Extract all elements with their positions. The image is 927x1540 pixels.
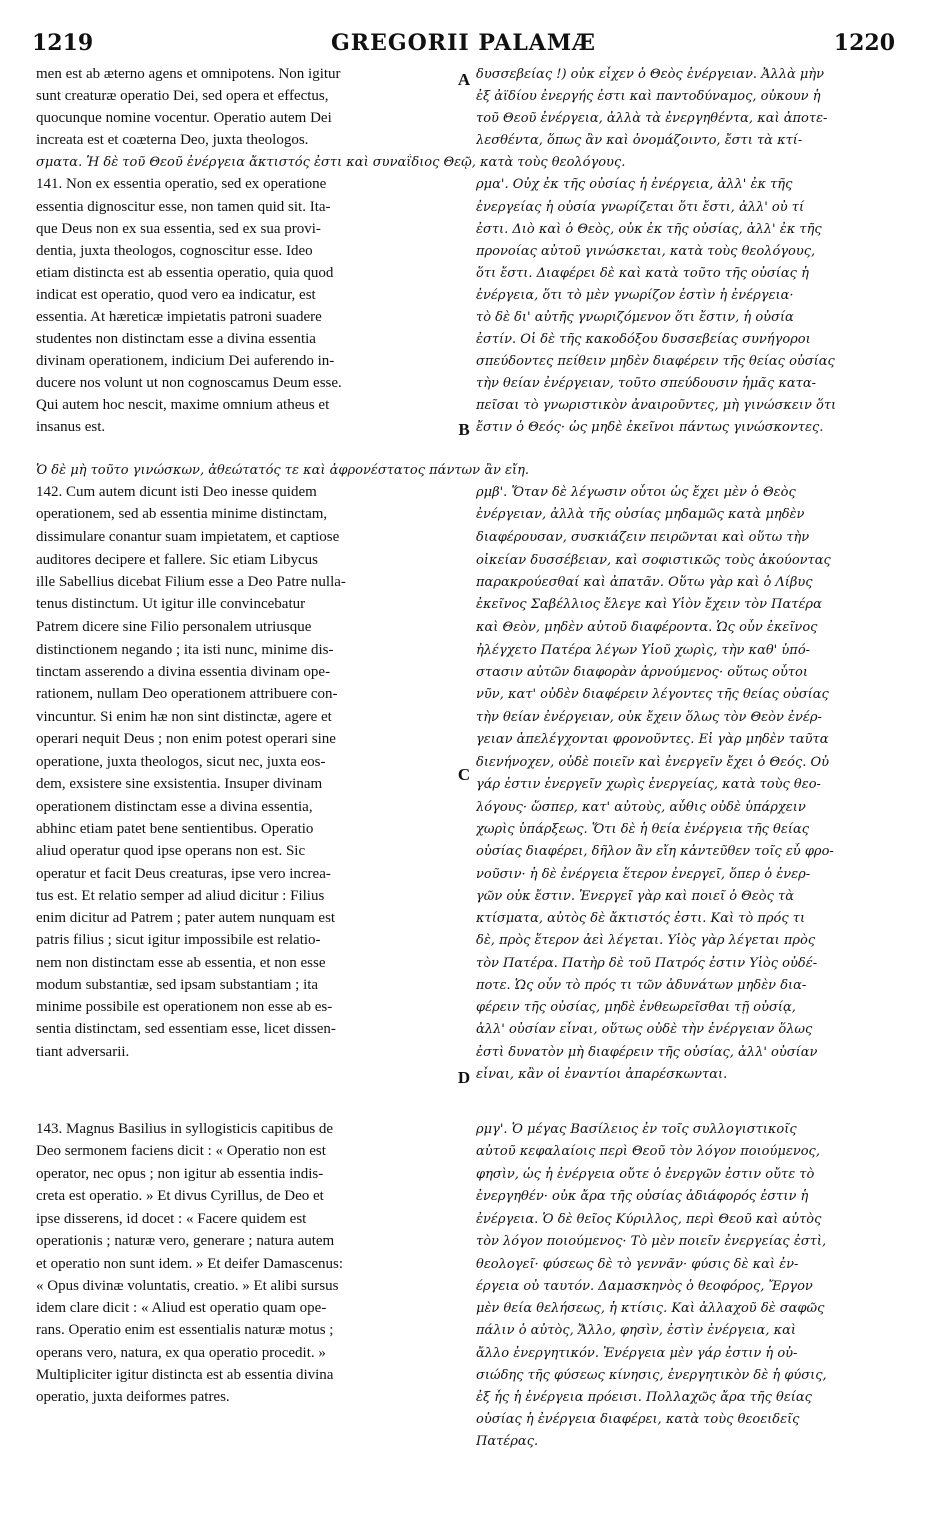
greek-line: τὸν Πατέρα. Πατὴρ δὲ τοῦ Πατρός ἐστιν Υἱὸς οὐδέ-	[476, 956, 818, 971]
greek-line: ρμα'. Οὐχ ἐκ τῆς οὐσίας ἡ ἐνέργεια, ἀλλ' ἐκ τῆς	[476, 177, 793, 192]
latin-line: tenus distinctum. Ut igitur ille convincebatur	[36, 596, 306, 612]
latin-line: aliud operatur quod ipse operans non est. Sic	[36, 843, 306, 859]
greek-line: δὲ, πρὸς ἕτερον ἀεὶ λέγεται. Υἱὸς γὰρ λέγεται πρὸς	[476, 933, 816, 948]
latin-line: dentia, juxta theologos, cognoscitur esse. Ideo	[36, 243, 313, 259]
latin-line: ducere nos volunt ut non cognoscamus Deum esse.	[36, 375, 342, 391]
greek-line: αὐτοῦ κεφαλαίοις περὶ Θεοῦ τὸν λόγον ποιούμενος,	[476, 1144, 820, 1159]
latin-line: que Deus non ex sua essentia, sed ex sua provi-	[36, 221, 321, 237]
left-page-number: 1219	[32, 30, 94, 56]
greek-line: τὸν λόγον ποιούμενος· Τὸ μὲν ποιεῖν ἐνεργείας ἐστὶ,	[476, 1234, 827, 1249]
greek-line: διενήνοχεν, οὐδὲ ποιεῖν καὶ ἐνεργεῖν ἔχει ὁ Θεός. Οὐ	[476, 755, 830, 770]
latin-line: 141. Non ex essentia operatio, sed ex operatione	[36, 176, 327, 192]
greek-line: τὸ δὲ δι' αὐτῆς γνωριζόμενον ὅτι ἔστιν, ἡ οὐσία	[476, 310, 794, 325]
latin-line: increata est et coæterna Deo, juxta theologos.	[36, 132, 309, 148]
spanning-line: σματα. Ἡ δὲ τοῦ Θεοῦ ἐνέργεια ἄκτιστός ἐστι καὶ συναΐδιος Θεῷ, κατὰ τοὺς θεολόγους.	[36, 155, 626, 170]
latin-line: rationem, nullam Deo operationem attribuere con-	[36, 686, 338, 702]
greek-line: μὲν θεία θελήσεως, ἡ κτίσις. Καὶ ἀλλαχοῦ δὲ σαφῶς	[476, 1301, 825, 1316]
greek-line: ἐνέργειαν, ἀλλὰ τῆς οὐσίας μηδαμῶς κατὰ μηδὲν	[476, 507, 805, 522]
greek-line: οὐσίας διαφέρει, δῆλον ἂν εἴη κἀντεῦθεν τοῖς εὖ φρο-	[476, 844, 834, 859]
greek-line: έργεια οὐ ταυτόν. Δαμασκηνὸς ὁ θεοφόρος, Ἔργον	[476, 1279, 813, 1294]
latin-line: creta est operatio. » Et divus Cyrillus, de Deo et	[36, 1188, 324, 1204]
latin-line: operari nequit Deus ; non enim potest operari sine	[36, 731, 336, 747]
greek-line: πάλιν ὁ αὐτὸς, Ἄλλο, φησὶν, ἐστὶν ἐνέργεια, καὶ	[476, 1323, 796, 1338]
greek-line: ἀλλ' οὐσίαν εἶναι, οὕτως οὐδὲ τὴν ἐνέργειαν ὅλως	[476, 1022, 813, 1037]
latin-line: insanus est.	[36, 419, 106, 435]
greek-line: εἶναι, κἂν οἱ ἐναντίοι ἀπαρέσκωνται.	[476, 1067, 728, 1082]
greek-line: καὶ Θεὸν, μηδὲν αὐτοῦ διαφέροντα. Ὡς οὖν ἐκεῖνος	[476, 620, 818, 635]
latin-line: quocunque nomine vocentur. Operatio autem Dei	[36, 110, 332, 126]
greek-line: ἐξ ἀϊδίου ἐνεργής ἐστι καὶ παντοδύναμος, οὐκουν ἡ	[476, 89, 821, 104]
latin-line: 143. Magnus Basilius in syllogisticis capitibus de	[36, 1121, 334, 1137]
spanning-line: Ὁ δὲ μὴ τοῦτο γινώσκων, ἀθεώτατός τε καὶ ἀφρονέστατος πάντων ἂν εἴη.	[36, 463, 530, 478]
latin-line: et operatio non sunt idem. » Et deifer Damascenus:	[36, 1256, 343, 1272]
latin-line: ipse disserens, id docet : « Facere quidem est	[36, 1211, 307, 1227]
greek-line: οὐσίας ἡ ἐνέργεια διαφέρει, κατὰ τοὺς θεοειδεῖς	[476, 1412, 800, 1427]
greek-line: κτίσματα, αὐτὸς δὲ ἄκτιστός ἐστι. Καὶ τὸ πρός τι	[476, 911, 806, 926]
page-header	[0, 30, 927, 60]
greek-line: γῶν οὐκ ἔστιν. Ἐνεργεῖ γὰρ καὶ ποιεῖ ὁ Θεὸς τὰ	[476, 889, 795, 904]
greek-line: νοῦσιν· ἡ δὲ ἐνέργεια ἕτερον ἐνεργεῖ, ὅπερ ὁ ἐνερ-	[476, 867, 811, 882]
greek-line: ρμγ'. Ὁ μέγας Βασίλειος ἐν τοῖς συλλογιστικοῖς	[476, 1122, 797, 1137]
latin-line: sentia distinctam, sed essentiam esse, licet dissen-	[36, 1021, 336, 1037]
greek-line: διαφέρουσαν, συσκιάζειν πειρῶνται καὶ οὕτω τὴν	[476, 530, 810, 545]
latin-line: rans. Operatio enim est essentialis naturæ motus ;	[36, 1322, 334, 1338]
greek-line: λεσθέντα, ὅπως ἂν καὶ ὀνομάζοιντο, ἔστι τὰ κτί-	[476, 133, 803, 148]
latin-line: modum substantiæ, sed ipsam substantiam ; ita	[36, 977, 319, 993]
greek-line: ἐστι. Διὸ καὶ ὁ Θεὸς, οὐκ ἐκ τῆς οὐσίας, ἀλλ' ἐκ τῆς	[476, 222, 822, 237]
greek-line: νῦν, κατ' οὐδὲν διαφέρειν λέγοντες τῆς θείας οὐσίας	[476, 687, 829, 702]
greek-line: σιώδης τῆς φύσεως κίνησις, ἐνεργητικὸν δὲ ἡ φύσις,	[476, 1368, 827, 1383]
latin-line: vincuntur. Si enim hæ non sint distinctæ, agere et	[36, 709, 332, 725]
latin-line: studentes non distinctam esse a divina essentia	[36, 331, 316, 347]
latin-line: dissimulare conantur suam impietatem, et captiose	[36, 529, 340, 545]
latin-line: Qui autem hoc nescit, maxime omnium atheus et	[36, 397, 330, 413]
greek-line: ἐνέργεια. Ὁ δὲ θεῖος Κύριλλος, περὶ Θεοῦ καὶ αὐτὸς	[476, 1212, 822, 1227]
latin-line: operator, nec opus ; non igitur ab essentia indis-	[36, 1166, 324, 1182]
greek-line: τὴν θείαν ἐνέργειαν, οὐκ ἔχειν ὅλως τὸν Θεὸν ἐνέρ-	[476, 710, 822, 725]
latin-line: dem, exsistere sine exsistentia. Insuper divinam	[36, 776, 323, 792]
column-marker: C	[457, 765, 471, 784]
latin-line: patris filius ; sicut igitur impossibile est relatio-	[36, 932, 321, 948]
greek-line: ἔστιν ὁ Θεός· ὡς μηδὲ ἐκεῖνοι πάντως γινώσκοντες.	[476, 420, 824, 435]
greek-line: τοῦ Θεοῦ ἐνέργεια, ἀλλὰ τὰ ἐνεργηθέντα, καὶ ἀποτε-	[476, 111, 828, 126]
latin-line: indicat est operatio, quod vero ea indicatur, est	[36, 287, 316, 303]
right-page-number: 1220	[833, 30, 895, 56]
greek-line: ἠλέγχετο Πατέρα λέγων Υἱοῦ χωρὶς, τὴν καθ' ὑπό-	[476, 643, 811, 658]
greek-line: ἐξ ἧς ἡ ἐνέργεια πρόεισι. Πολλαχῶς ἄρα τῆς θείας	[476, 1390, 812, 1405]
latin-line: operationis ; naturæ vero, generare ; natura autem	[36, 1233, 335, 1249]
greek-line: χωρὶς ὑπάρξεως. Ὅτι δὲ ἡ θεία ἐνέργεια τῆς θείας	[476, 822, 810, 837]
column-marker: A	[457, 70, 471, 89]
greek-line: φησὶν, ὡς ἡ ἐνέργεια οὔτε ὁ ἐνεργῶν ἐστιν οὔτε τὸ	[476, 1167, 815, 1182]
greek-line: ρμβ'. Ὅταν δὲ λέγωσιν οὗτοι ὡς ἔχει μὲν ὁ Θεὸς	[476, 485, 796, 500]
latin-line: Deo sermonem faciens dicit : « Operatio non est	[36, 1143, 326, 1159]
greek-line: προνοίας αὐτοῦ γινώσκεται, κατὰ τοὺς θεολόγους,	[476, 244, 816, 259]
greek-line: στασιν αὐτῶν διαφορὰν ἀρνούμενος· οὕτως οὗτοι	[476, 665, 808, 680]
greek-line: ἐστίν. Οἱ δὲ τῆς κακοδόξου δυσσεβείας συνήγοροι	[476, 332, 811, 347]
greek-line: ἐκεῖνος Σαβέλλιος ἔλεγε καὶ Υἱὸν ἔχειν τὸν Πατέρα	[476, 597, 822, 612]
latin-line: operatione, juxta theologos, sicut nec, juxta eos-	[36, 754, 326, 770]
greek-line: τὴν θείαν ἐνέργειαν, τοῦτο σπεύδουσιν ἡμᾶς κατα-	[476, 376, 817, 391]
latin-line: 142. Cum autem dicunt isti Deo inesse quidem	[36, 484, 317, 500]
greek-line: ὅτι ἔστι. Διαφέρει δὲ καὶ κατὰ τοῦτο τῆς οὐσίας ἡ	[476, 266, 809, 281]
running-title: GREGORII PALAMÆ	[331, 30, 596, 56]
latin-line: ille Sabellius dicebat Filium esse a Deo Patre nulla-	[36, 574, 346, 590]
greek-line: ποτε. Ὡς οὖν τὸ πρός τι τῶν ἀδυνάτων μηδὲν δια-	[476, 978, 807, 993]
latin-line: nem non distinctam esse ab essentia, et non esse	[36, 955, 326, 971]
latin-line: men est ab æterno agens et omnipotens. Non igitur	[36, 66, 341, 82]
greek-line: πεῖσαι τὸ γνωριστικὸν ἀναιροῦντες, μὴ γινώσκειν ὅτι	[476, 398, 837, 413]
latin-line: tiant adversarii.	[36, 1044, 130, 1060]
latin-line: minime possibile est operationem non esse ab es-	[36, 999, 333, 1015]
latin-line: essentia dignoscitur esse, non tamen quid sit. Ita-	[36, 199, 331, 215]
latin-line: idem clare dicit : « Aliud est operatio quam ope-	[36, 1300, 327, 1316]
column-marker: B	[458, 420, 470, 439]
greek-line: ἐνεργείας ἡ οὐσία γνωρίζεται ὅτι ἔστι, ἀλλ' οὐ τί	[476, 200, 805, 215]
latin-line: abhinc etiam patet bene sentientibus. Operatio	[36, 821, 314, 837]
latin-line: Multipliciter igitur distincta est ab essentia divina	[36, 1367, 334, 1383]
greek-line: γειαν ἀπελέγχονται φρονοῦντες. Εἰ γὰρ μηδὲν ταῦτα	[476, 732, 829, 747]
latin-line: tus est. Et relatio semper ad aliud dicitur : Filius	[36, 888, 325, 904]
latin-line: operatur et facit Deus creaturas, ipse vero increa-	[36, 866, 331, 882]
greek-line: ἐνεργηθέν· οὐκ ἄρα τῆς οὐσίας ἀδιάφορός ἐστιν ἡ	[476, 1189, 809, 1204]
greek-line: ἐστὶ δυνατὸν μὴ διαφέρειν τῆς οὐσίας, ἀλλ' οὐσίαν	[476, 1045, 818, 1060]
latin-line: essentia. At hæreticæ impietatis patroni suadere	[36, 309, 322, 325]
latin-line: etiam distincta est ab essentia operatio, quia quod	[36, 265, 334, 281]
greek-line: φέρειν τῆς οὐσίας, μηδὲ ἐνθεωρεῖσθαι τῇ οὐσίᾳ,	[476, 1000, 796, 1015]
latin-line: « Opus divinæ voluntatis, creatio. » Et alibi sursus	[36, 1278, 339, 1294]
greek-line: γάρ ἐστιν ἐνεργεῖν χωρὶς ἐνεργείας, κατὰ τοὺς θεο-	[476, 777, 821, 792]
latin-line: divinam operationem, indicium Dei auferendo in-	[36, 353, 335, 369]
greek-line: παρακρούεσθαί καὶ ἀπατᾶν. Οὕτω γὰρ καὶ ὁ Λίβυς	[476, 575, 813, 590]
latin-line: sunt creaturæ operatio Dei, sed opera et effectus,	[36, 88, 329, 104]
latin-line: distinctionem negando ; ita isti nunc, minime dis-	[36, 642, 334, 658]
latin-line: Patrem dicere sine Filio personalem utriusque	[36, 619, 312, 635]
greek-line: λόγους· ὥσπερ, κατ' αὐτοὺς, αὖθις οὐδὲ ὑπάρχειν	[476, 800, 806, 815]
greek-line: θεολογεῖ· φύσεως δὲ τὸ γεννᾶν· φύσις δὲ καὶ ἐν-	[476, 1257, 799, 1272]
latin-line: operationem, sed ab essentia minime distinctam,	[36, 506, 328, 522]
latin-line: enim dicitur ad Patrem ; pater autem nunquam est	[36, 910, 336, 926]
latin-line: operatio, juxta deiformes patres.	[36, 1389, 230, 1405]
greek-line: δυσσεβείας !) οὐκ εἶχεν ὁ Θεὸς ἐνέργειαν. Ἀλλὰ μὴν	[476, 67, 825, 82]
column-marker: D	[457, 1068, 471, 1087]
greek-line: σπεύδοντες πείθειν μηδὲν διαφέρειν τῆς θείας οὐσίας	[476, 354, 835, 369]
latin-line: tinctam asserendo a divina essentia divinam ope-	[36, 664, 331, 680]
latin-line: operans vero, natura, ex qua operatio procedit. »	[36, 1345, 326, 1361]
greek-line: οἰκείαν δυσσέβειαν, καὶ σοφιστικῶς τοὺς ἀκούοντας	[476, 553, 831, 568]
latin-line: operationem distinctam esse a divina essentia,	[36, 799, 313, 815]
latin-line: auditores decipere et fallere. Sic etiam Libycus	[36, 552, 318, 568]
greek-line: ἄλλο ἐνεργητικόν. Ἐνέργεια μὲν γάρ ἐστιν ἡ οὐ-	[476, 1346, 798, 1361]
greek-line: ἐνέργεια, ὅτι τὸ μὲν γνωρίζον ἐστὶν ἡ ἐνέργεια·	[476, 288, 794, 303]
greek-line: Πατέρας.	[476, 1434, 539, 1449]
